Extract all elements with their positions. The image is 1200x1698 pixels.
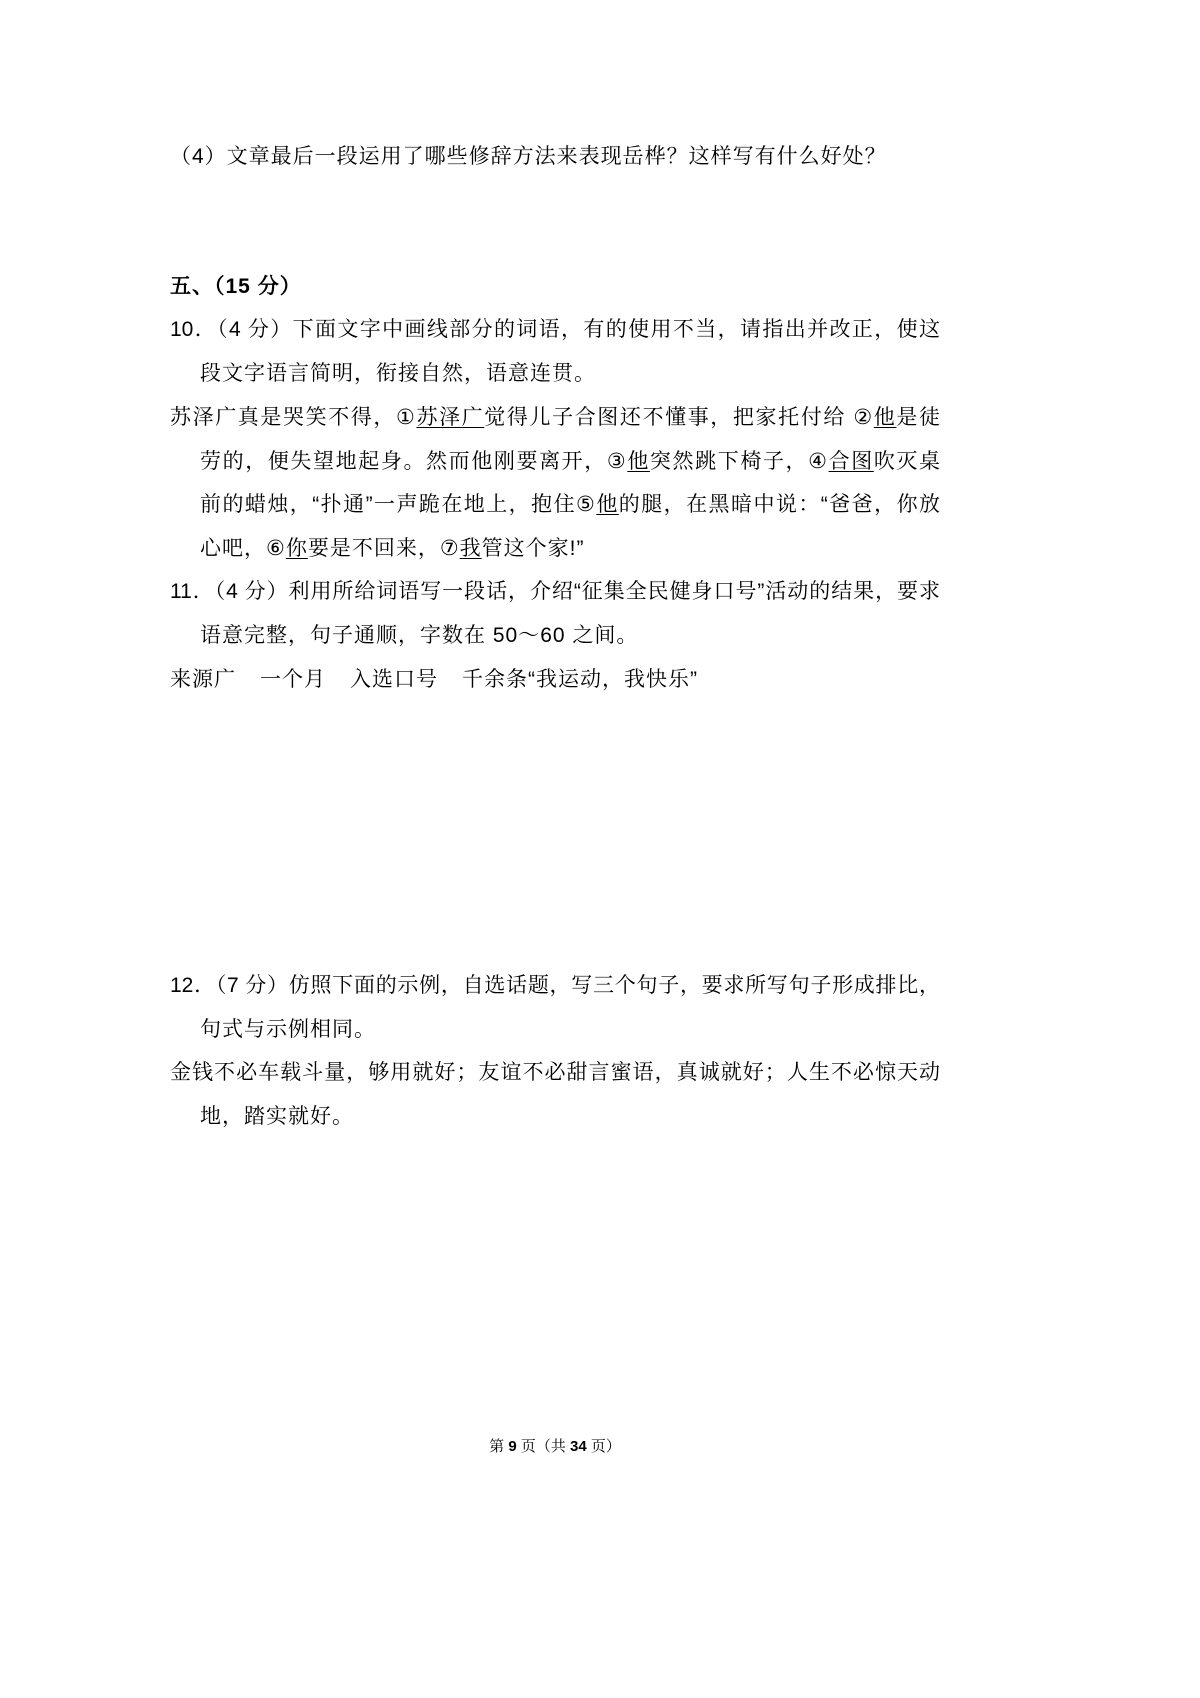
q11-keyword: 来源广 — [170, 668, 236, 691]
q12-prompt-line-2: 句式与示例相同。 — [200, 1018, 376, 1041]
underlined-word: 我 — [459, 537, 482, 560]
passage-text: 苏泽广真是哭笑不得，① — [170, 406, 417, 429]
q11-keyword: 千余条“我运动，我快乐” — [462, 668, 698, 691]
passage-text: 前的蜡烛，“扑通”一声跪在地上，抱住⑤ — [200, 493, 597, 516]
footer-page-number: 9 — [508, 1438, 517, 1455]
passage-text: 是徒 — [896, 406, 941, 429]
passage-text: 突然跳下椅子，④ — [649, 450, 829, 473]
q11-keyword: 一个月 — [260, 668, 326, 691]
page-footer — [170, 1437, 940, 1457]
passage-text: 要是不回来，⑦ — [307, 537, 460, 560]
underlined-word: 他 — [627, 450, 650, 473]
q10-prompt-line-1: 10．（4 分）下面文字中画线部分的词语，有的使用不当，请指出并改正，使这 — [170, 318, 940, 341]
passage-text: 觉得儿子合图还不懂事，把家托付给 ② — [484, 406, 874, 429]
q10-passage-line-4 — [200, 538, 584, 560]
passage-text: 的腿，在黑暗中说：“爸爸，你放 — [618, 493, 941, 516]
footer-suffix: 页） — [586, 1438, 621, 1455]
underlined-word: 你 — [285, 537, 308, 560]
footer-prefix: 第 — [489, 1438, 509, 1455]
q10-passage-line-3 — [200, 494, 940, 516]
q11-prompt-line-1: 11．（4 分）利用所给词语写一段话，介绍“征集全民健身口号”活动的结果，要求 — [170, 580, 940, 603]
q10-passage-line-1 — [170, 407, 940, 429]
passage-text: 管这个家!” — [481, 537, 585, 560]
q10-prompt-line-2: 段文字语言简明，衔接自然，语意连贯。 — [200, 362, 596, 385]
section-title: 五、（15 分） — [170, 275, 302, 298]
q11-prompt-line-2: 语意完整，句子通顺，字数在 50～60 之间。 — [200, 624, 639, 647]
q11-keyword-list — [170, 669, 698, 691]
underlined-word: 苏泽广 — [416, 406, 485, 429]
underlined-word: 他 — [873, 406, 897, 429]
underlined-word: 他 — [596, 493, 619, 516]
underlined-word: 合图 — [828, 450, 874, 473]
footer-middle: 页（共 — [516, 1438, 570, 1455]
q12-example-line-1: 金钱不必车载斗量，够用就好；友谊不必甜言蜜语，真诚就好；人生不必惊天动 — [170, 1061, 940, 1084]
passage-text: 劳的，便失望地起身。然而他刚要离开，③ — [200, 450, 628, 473]
footer-total-pages: 34 — [570, 1438, 587, 1455]
q4-question: （4）文章最后一段运用了哪些修辞方法来表现岳桦？这样写有什么好处？ — [170, 145, 887, 168]
passage-text: 心吧，⑥ — [200, 537, 286, 560]
q11-keyword: 入选口号 — [350, 668, 438, 691]
passage-text: 吹灭桌 — [873, 450, 941, 473]
q12-example-line-2: 地，踏实就好。 — [200, 1105, 354, 1128]
q10-passage-line-2 — [200, 451, 940, 473]
q12-prompt-line-1: 12．（7 分）仿照下面的示例，自选话题，写三个句子，要求所写句子形成排比， — [170, 974, 940, 997]
